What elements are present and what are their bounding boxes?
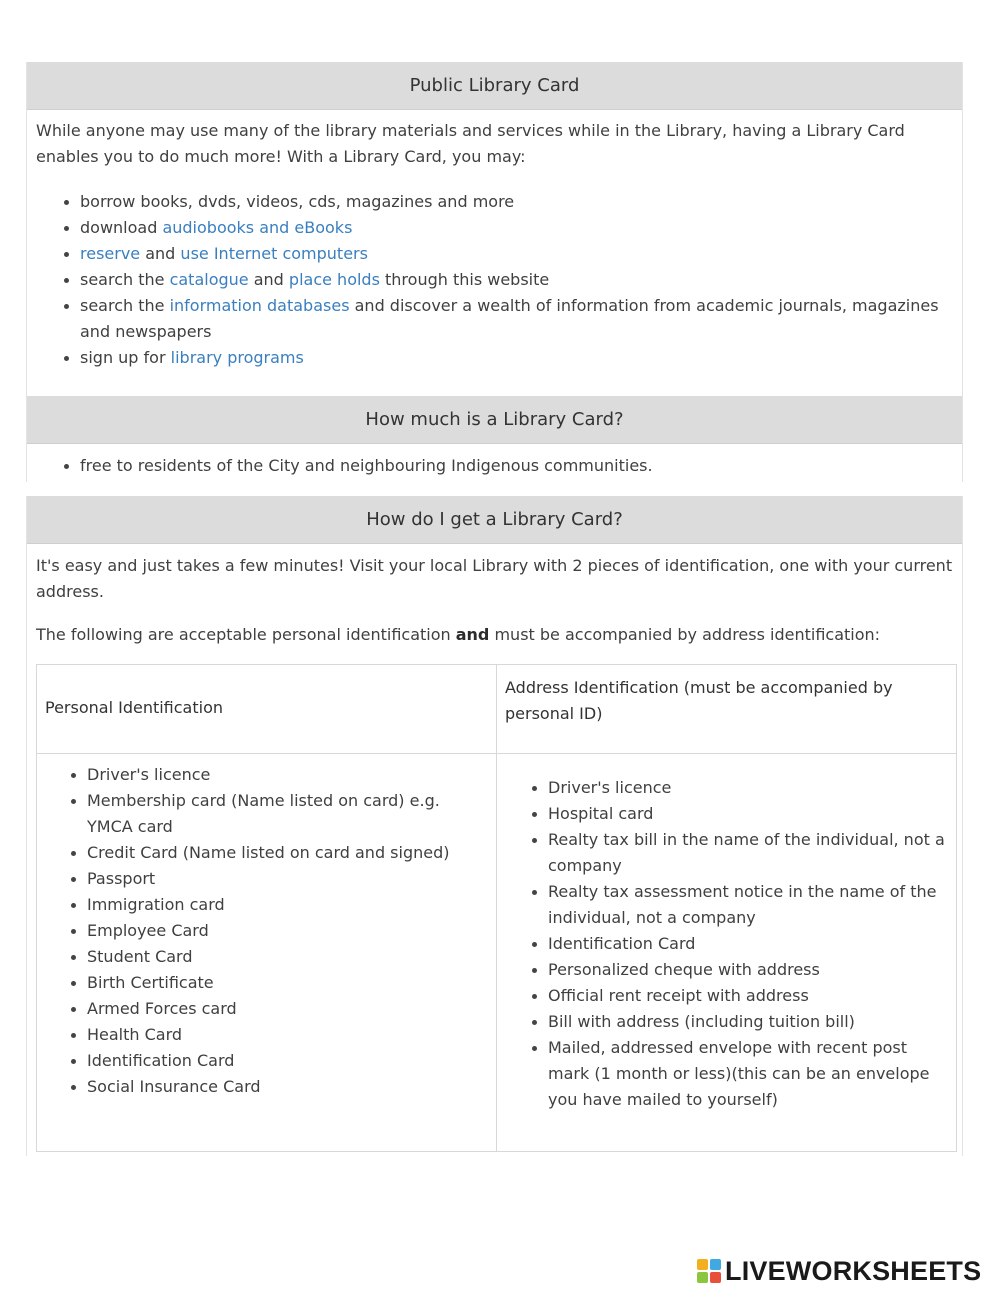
- logo-square: [697, 1272, 708, 1283]
- get-card-panel: [26, 496, 963, 1156]
- list-item: download audiobooks and eBooks: [60, 215, 950, 241]
- list-item: Driver's licence: [67, 762, 487, 788]
- list-item: borrow books, dvds, videos, cds, magazines and more: [60, 189, 950, 215]
- list-item: Mailed, addressed envelope with recent post mark (1 month or less)(this can be an envelope you have mailed to yourself): [528, 1035, 953, 1113]
- logo-square: [710, 1259, 721, 1270]
- list-item: Credit Card (Name listed on card and signed): [67, 840, 487, 866]
- benefits-list: [60, 189, 950, 371]
- identification-table: [36, 664, 957, 1152]
- section-title-how-to-get: How do I get a Library Card?: [27, 496, 962, 544]
- section-title-cost: How much is a Library Card?: [27, 396, 962, 444]
- list-item: search the information databases and discover a wealth of information from academic journals, magazines and newspapers: [60, 293, 950, 345]
- identification-note: The following are acceptable personal identification and must be accompanied by address identification:: [36, 625, 881, 644]
- list-item: Employee Card: [67, 918, 487, 944]
- liveworksheets-logo-icon: [697, 1259, 721, 1283]
- logo-text: LIVEWORKSHEETS: [725, 1255, 982, 1286]
- list-item: Social Insurance Card: [67, 1074, 487, 1100]
- list-item: Hospital card: [528, 801, 953, 827]
- list-item: Driver's licence: [528, 775, 953, 801]
- list-item: sign up for library programs: [60, 345, 950, 371]
- list-item: Birth Certificate: [67, 970, 487, 996]
- list-item: Health Card: [67, 1022, 487, 1048]
- list-item: Personalized cheque with address: [528, 957, 953, 983]
- list-item: Official rent receipt with address: [528, 983, 953, 1009]
- logo-square: [710, 1272, 721, 1283]
- list-item: Immigration card: [67, 892, 487, 918]
- cost-list: [60, 453, 950, 479]
- section-title-public-library-card: Public Library Card: [27, 62, 962, 110]
- list-item: Passport: [67, 866, 487, 892]
- library-programs-link[interactable]: library programs: [170, 348, 304, 367]
- library-card-panel: [26, 62, 963, 482]
- audiobooks-ebooks-link[interactable]: audiobooks and eBooks: [162, 218, 353, 237]
- address-id-header: Address Identification (must be accompanied by personal ID): [505, 678, 893, 723]
- list-item: Realty tax assessment notice in the name of the individual, not a company: [528, 879, 953, 931]
- catalogue-link[interactable]: catalogue: [169, 270, 249, 289]
- intro-paragraph: While anyone may use many of the library materials and services while in the Library, having a Library Card enables you to do much more! With a Library Card, you may:: [36, 121, 905, 166]
- list-item: Identification Card: [528, 931, 953, 957]
- address-id-list: [528, 775, 953, 1113]
- list-item: Student Card: [67, 944, 487, 970]
- list-item: Realty tax bill in the name of the individual, not a company: [528, 827, 953, 879]
- place-holds-link[interactable]: place holds: [288, 270, 380, 289]
- logo-square: [697, 1259, 708, 1270]
- personal-id-header: Personal Identification: [45, 698, 224, 717]
- list-item: Bill with address (including tuition bill): [528, 1009, 953, 1035]
- how-to-paragraph: It's easy and just takes a few minutes! Visit your local Library with 2 pieces of identification, one with your current address.: [36, 556, 953, 601]
- liveworksheets-logo[interactable]: [697, 1256, 981, 1286]
- information-databases-link[interactable]: information databases: [169, 296, 350, 315]
- internet-computers-link[interactable]: use Internet computers: [180, 244, 368, 263]
- personal-id-list: [67, 762, 487, 1100]
- list-item: reserve and use Internet computers: [60, 241, 950, 267]
- reserve-link[interactable]: reserve: [80, 244, 141, 263]
- list-item: Membership card (Name listed on card) e.g. YMCA card: [67, 788, 487, 840]
- list-item: Armed Forces card: [67, 996, 487, 1022]
- list-item: Identification Card: [67, 1048, 487, 1074]
- list-item: free to residents of the City and neighbouring Indigenous communities.: [60, 453, 950, 479]
- list-item: search the catalogue and place holds through this website: [60, 267, 950, 293]
